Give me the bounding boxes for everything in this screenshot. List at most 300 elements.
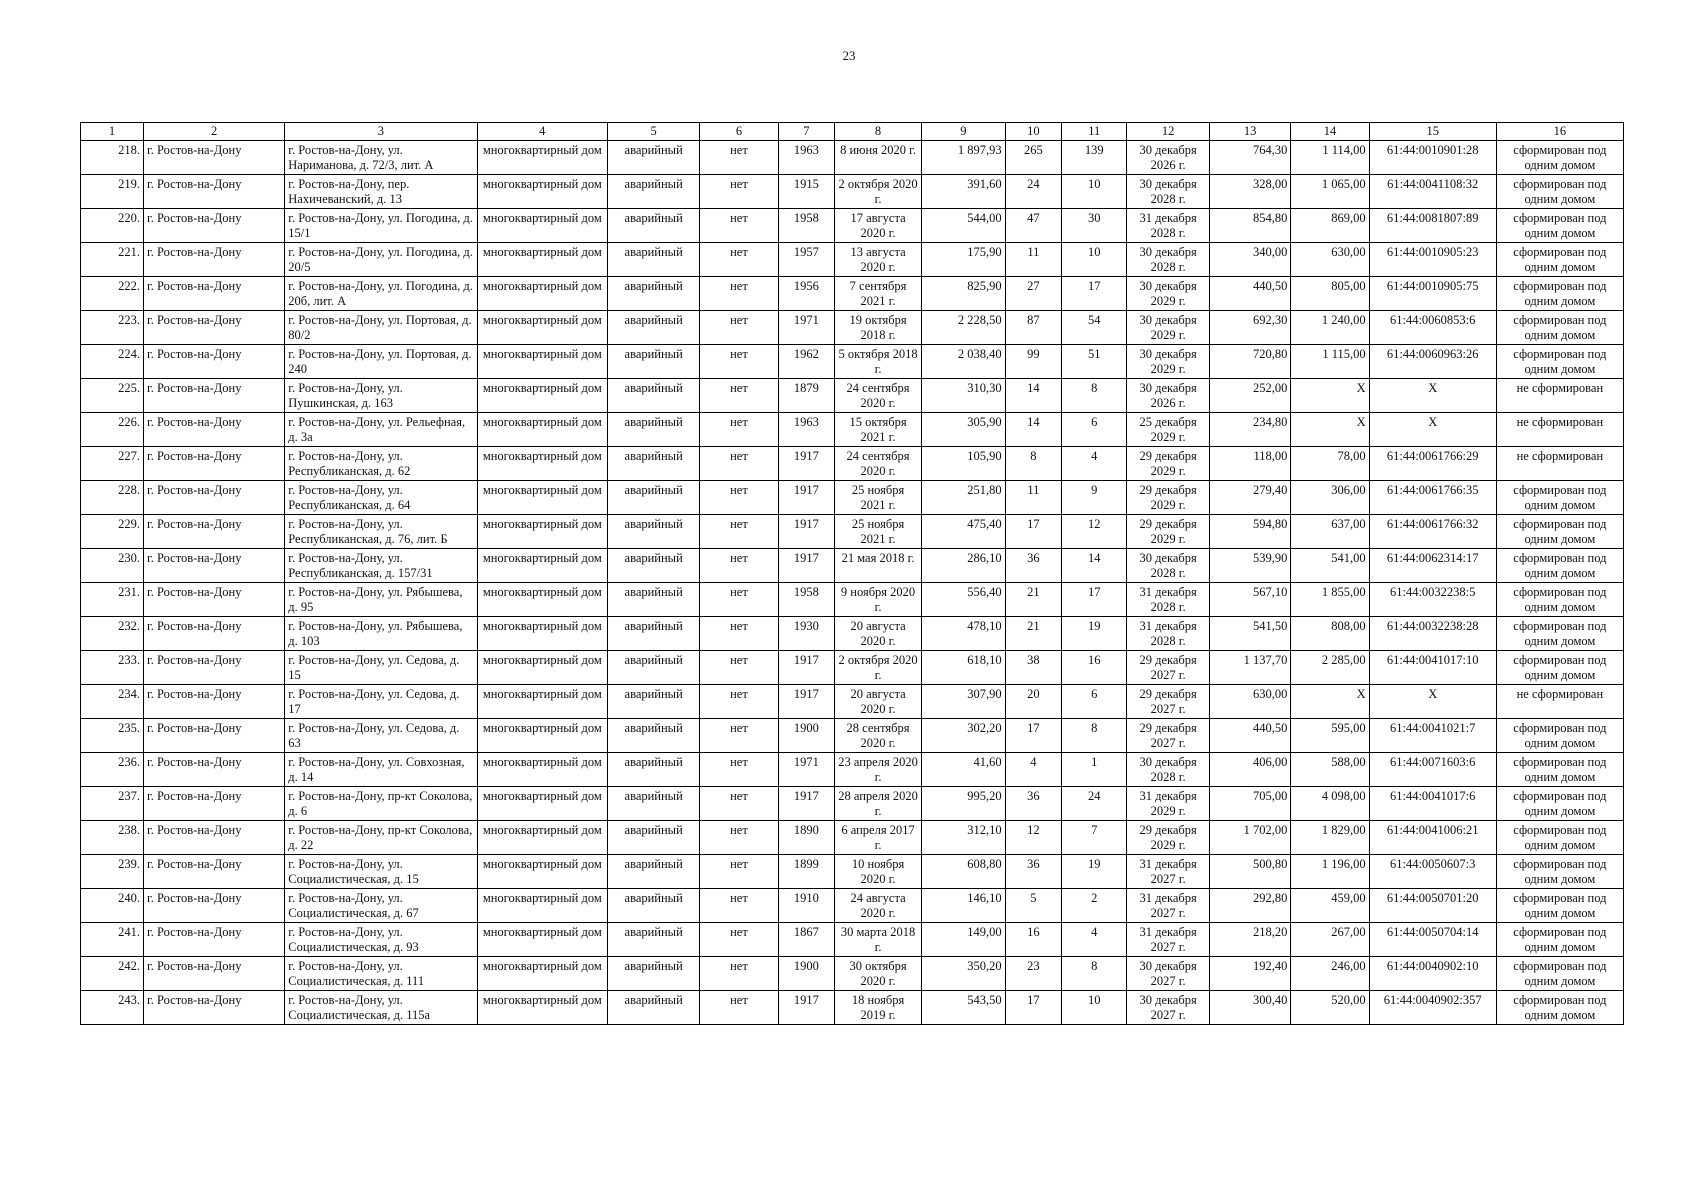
year-built-cell: 1917 bbox=[778, 549, 835, 583]
year-built-cell: 1917 bbox=[778, 481, 835, 515]
plot-area-cell: 1 065,00 bbox=[1291, 175, 1369, 209]
units-cell: 19 bbox=[1062, 855, 1127, 889]
cadastral-number-cell: 61:44:0040902:357 bbox=[1369, 991, 1496, 1025]
table-row bbox=[81, 583, 1624, 617]
area-cell: 995,20 bbox=[922, 787, 1006, 821]
column-number-7: 7 bbox=[778, 123, 835, 141]
recognition-date-cell: 24 сентября 2020 г. bbox=[835, 379, 922, 413]
deadline-cell: 30 декабря 2028 г. bbox=[1127, 549, 1210, 583]
cadastral-number-cell: 61:44:0050701:20 bbox=[1369, 889, 1496, 923]
city-cell: г. Ростов-на-Дону bbox=[144, 311, 285, 345]
table-row bbox=[81, 923, 1624, 957]
land-status-cell: сформирован под одним домом bbox=[1496, 651, 1623, 685]
units-cell: 17 bbox=[1062, 277, 1127, 311]
building-type-cell: многоквартирный дом bbox=[477, 311, 607, 345]
cadastral-number-cell: 61:44:0032238:5 bbox=[1369, 583, 1496, 617]
recognition-date-cell: 9 ноября 2020 г. bbox=[835, 583, 922, 617]
row-number: 222. bbox=[81, 277, 144, 311]
recognition-date-cell: 28 апреля 2020 г. bbox=[835, 787, 922, 821]
residents-cell: 87 bbox=[1005, 311, 1062, 345]
area-cell: 251,80 bbox=[922, 481, 1006, 515]
address-cell: г. Ростов-на-Дону, ул. Портовая, д. 80/2 bbox=[285, 311, 477, 345]
flag-cell: нет bbox=[700, 923, 778, 957]
cadastral-number-cell: 61:44:0081807:89 bbox=[1369, 209, 1496, 243]
land-status-cell: сформирован под одним домом bbox=[1496, 583, 1623, 617]
area-cell: 175,90 bbox=[922, 243, 1006, 277]
units-cell: 17 bbox=[1062, 583, 1127, 617]
year-built-cell: 1917 bbox=[778, 447, 835, 481]
table-row bbox=[81, 379, 1624, 413]
cadastral-number-cell: 61:44:0071603:6 bbox=[1369, 753, 1496, 787]
row-number: 235. bbox=[81, 719, 144, 753]
address-cell: г. Ростов-на-Дону, ул. Седова, д. 63 bbox=[285, 719, 477, 753]
table-row bbox=[81, 413, 1624, 447]
year-built-cell: 1958 bbox=[778, 209, 835, 243]
units-cell: 24 bbox=[1062, 787, 1127, 821]
plot-area-cell: 1 829,00 bbox=[1291, 821, 1369, 855]
area-cell: 312,10 bbox=[922, 821, 1006, 855]
column-number-5: 5 bbox=[607, 123, 699, 141]
deadline-cell: 29 декабря 2029 г. bbox=[1127, 515, 1210, 549]
table-body bbox=[81, 141, 1624, 1025]
condition-cell: аварийный bbox=[607, 481, 699, 515]
address-cell: г. Ростов-на-Дону, ул. Республиканская, д. 157/31 bbox=[285, 549, 477, 583]
plot-area-cell: 805,00 bbox=[1291, 277, 1369, 311]
land-status-cell: сформирован под одним домом bbox=[1496, 889, 1623, 923]
city-cell: г. Ростов-на-Дону bbox=[144, 447, 285, 481]
address-cell: г. Ростов-на-Дону, ул. Рельефная, д. 3а bbox=[285, 413, 477, 447]
residents-cell: 36 bbox=[1005, 549, 1062, 583]
area-cell: 2 228,50 bbox=[922, 311, 1006, 345]
flag-cell: нет bbox=[700, 345, 778, 379]
address-cell: г. Ростов-на-Дону, ул. Социалистическая, д. 67 bbox=[285, 889, 477, 923]
condition-cell: аварийный bbox=[607, 141, 699, 175]
recognition-date-cell: 13 августа 2020 г. bbox=[835, 243, 922, 277]
address-cell: г. Ростов-на-Дону, ул. Портовая, д. 240 bbox=[285, 345, 477, 379]
address-cell: г. Ростов-на-Дону, ул. Погодина, д. 20б, лит. А bbox=[285, 277, 477, 311]
cadastral-number-cell: 61:44:0010905:75 bbox=[1369, 277, 1496, 311]
flag-cell: нет bbox=[700, 651, 778, 685]
recognition-date-cell: 23 апреля 2020 г. bbox=[835, 753, 922, 787]
land-area-cell: 234,80 bbox=[1209, 413, 1290, 447]
row-number: 225. bbox=[81, 379, 144, 413]
year-built-cell: 1910 bbox=[778, 889, 835, 923]
cadastral-number-cell: 61:44:0041017:6 bbox=[1369, 787, 1496, 821]
deadline-cell: 30 декабря 2026 г. bbox=[1127, 379, 1210, 413]
building-type-cell: многоквартирный дом bbox=[477, 141, 607, 175]
cadastral-number-cell: 61:44:0050704:14 bbox=[1369, 923, 1496, 957]
flag-cell: нет bbox=[700, 991, 778, 1025]
year-built-cell: 1962 bbox=[778, 345, 835, 379]
address-cell: г. Ростов-на-Дону, ул. Рябышева, д. 95 bbox=[285, 583, 477, 617]
condition-cell: аварийный bbox=[607, 515, 699, 549]
condition-cell: аварийный bbox=[607, 379, 699, 413]
plot-area-cell: 4 098,00 bbox=[1291, 787, 1369, 821]
plot-area-cell: 520,00 bbox=[1291, 991, 1369, 1025]
address-cell: г. Ростов-на-Дону, ул. Рябышева, д. 103 bbox=[285, 617, 477, 651]
condition-cell: аварийный bbox=[607, 855, 699, 889]
year-built-cell: 1890 bbox=[778, 821, 835, 855]
building-type-cell: многоквартирный дом bbox=[477, 583, 607, 617]
land-status-cell: сформирован под одним домом bbox=[1496, 481, 1623, 515]
cadastral-number-cell: 61:44:0060963:26 bbox=[1369, 345, 1496, 379]
area-cell: 543,50 bbox=[922, 991, 1006, 1025]
land-status-cell: сформирован под одним домом bbox=[1496, 549, 1623, 583]
city-cell: г. Ростов-на-Дону bbox=[144, 209, 285, 243]
deadline-cell: 30 декабря 2029 г. bbox=[1127, 311, 1210, 345]
plot-area-cell: 637,00 bbox=[1291, 515, 1369, 549]
residents-cell: 38 bbox=[1005, 651, 1062, 685]
building-type-cell: многоквартирный дом bbox=[477, 515, 607, 549]
year-built-cell: 1971 bbox=[778, 311, 835, 345]
cadastral-number-cell: 61:44:0010901:28 bbox=[1369, 141, 1496, 175]
column-number-11: 11 bbox=[1062, 123, 1127, 141]
table-row bbox=[81, 175, 1624, 209]
deadline-cell: 29 декабря 2027 г. bbox=[1127, 651, 1210, 685]
units-cell: 19 bbox=[1062, 617, 1127, 651]
condition-cell: аварийный bbox=[607, 889, 699, 923]
area-cell: 608,80 bbox=[922, 855, 1006, 889]
land-status-cell: сформирован под одним домом bbox=[1496, 991, 1623, 1025]
condition-cell: аварийный bbox=[607, 719, 699, 753]
plot-area-cell: Х bbox=[1291, 379, 1369, 413]
address-cell: г. Ростов-на-Дону, ул. Республиканская, д. 64 bbox=[285, 481, 477, 515]
address-cell: г. Ростов-на-Дону, ул. Седова, д. 15 bbox=[285, 651, 477, 685]
land-status-cell: не сформирован bbox=[1496, 685, 1623, 719]
cadastral-number-cell: 61:44:0041108:32 bbox=[1369, 175, 1496, 209]
plot-area-cell: Х bbox=[1291, 685, 1369, 719]
plot-area-cell: 630,00 bbox=[1291, 243, 1369, 277]
units-cell: 8 bbox=[1062, 957, 1127, 991]
deadline-cell: 31 декабря 2029 г. bbox=[1127, 787, 1210, 821]
year-built-cell: 1917 bbox=[778, 991, 835, 1025]
recognition-date-cell: 18 ноября 2019 г. bbox=[835, 991, 922, 1025]
residents-cell: 24 bbox=[1005, 175, 1062, 209]
flag-cell: нет bbox=[700, 753, 778, 787]
cadastral-number-cell: 61:44:0032238:28 bbox=[1369, 617, 1496, 651]
building-type-cell: многоквартирный дом bbox=[477, 175, 607, 209]
land-area-cell: 252,00 bbox=[1209, 379, 1290, 413]
flag-cell: нет bbox=[700, 685, 778, 719]
units-cell: 10 bbox=[1062, 243, 1127, 277]
building-type-cell: многоквартирный дом bbox=[477, 481, 607, 515]
land-area-cell: 300,40 bbox=[1209, 991, 1290, 1025]
address-cell: г. Ростов-на-Дону, пер. Нахичеванский, д. 13 bbox=[285, 175, 477, 209]
table-row bbox=[81, 311, 1624, 345]
address-cell: г. Ростов-на-Дону, ул. Социалистическая, д. 15 bbox=[285, 855, 477, 889]
city-cell: г. Ростов-на-Дону bbox=[144, 583, 285, 617]
residents-cell: 5 bbox=[1005, 889, 1062, 923]
residents-cell: 27 bbox=[1005, 277, 1062, 311]
area-cell: 475,40 bbox=[922, 515, 1006, 549]
land-area-cell: 328,00 bbox=[1209, 175, 1290, 209]
plot-area-cell: 808,00 bbox=[1291, 617, 1369, 651]
land-area-cell: 539,90 bbox=[1209, 549, 1290, 583]
year-built-cell: 1917 bbox=[778, 515, 835, 549]
city-cell: г. Ростов-на-Дону bbox=[144, 515, 285, 549]
column-number-12: 12 bbox=[1127, 123, 1210, 141]
recognition-date-cell: 28 сентября 2020 г. bbox=[835, 719, 922, 753]
plot-area-cell: 306,00 bbox=[1291, 481, 1369, 515]
flag-cell: нет bbox=[700, 413, 778, 447]
address-cell: г. Ростов-на-Дону, ул. Социалистическая, д. 111 bbox=[285, 957, 477, 991]
city-cell: г. Ростов-на-Дону bbox=[144, 481, 285, 515]
recognition-date-cell: 30 октября 2020 г. bbox=[835, 957, 922, 991]
deadline-cell: 29 декабря 2029 г. bbox=[1127, 447, 1210, 481]
residents-cell: 14 bbox=[1005, 413, 1062, 447]
plot-area-cell: 1 196,00 bbox=[1291, 855, 1369, 889]
column-number-row bbox=[81, 123, 1624, 141]
residents-cell: 21 bbox=[1005, 617, 1062, 651]
column-number-6: 6 bbox=[700, 123, 778, 141]
row-number: 237. bbox=[81, 787, 144, 821]
row-number: 228. bbox=[81, 481, 144, 515]
plot-area-cell: 869,00 bbox=[1291, 209, 1369, 243]
column-number-9: 9 bbox=[922, 123, 1006, 141]
flag-cell: нет bbox=[700, 141, 778, 175]
condition-cell: аварийный bbox=[607, 277, 699, 311]
deadline-cell: 31 декабря 2028 г. bbox=[1127, 209, 1210, 243]
building-type-cell: многоквартирный дом bbox=[477, 413, 607, 447]
city-cell: г. Ростов-на-Дону bbox=[144, 889, 285, 923]
cadastral-number-cell: 61:44:0040902:10 bbox=[1369, 957, 1496, 991]
units-cell: 8 bbox=[1062, 719, 1127, 753]
column-number-13: 13 bbox=[1209, 123, 1290, 141]
land-area-cell: 567,10 bbox=[1209, 583, 1290, 617]
table-row bbox=[81, 141, 1624, 175]
city-cell: г. Ростов-на-Дону bbox=[144, 923, 285, 957]
row-number: 223. bbox=[81, 311, 144, 345]
residents-cell: 47 bbox=[1005, 209, 1062, 243]
flag-cell: нет bbox=[700, 243, 778, 277]
address-cell: г. Ростов-на-Дону, ул. Республиканская, д. 62 bbox=[285, 447, 477, 481]
residents-cell: 16 bbox=[1005, 923, 1062, 957]
building-type-cell: многоквартирный дом bbox=[477, 923, 607, 957]
residents-cell: 17 bbox=[1005, 719, 1062, 753]
area-cell: 305,90 bbox=[922, 413, 1006, 447]
deadline-cell: 30 декабря 2028 г. bbox=[1127, 175, 1210, 209]
area-cell: 2 038,40 bbox=[922, 345, 1006, 379]
residents-cell: 21 bbox=[1005, 583, 1062, 617]
land-status-cell: сформирован под одним домом bbox=[1496, 617, 1623, 651]
year-built-cell: 1917 bbox=[778, 787, 835, 821]
cadastral-number-cell: 61:44:0060853:6 bbox=[1369, 311, 1496, 345]
address-cell: г. Ростов-на-Дону, пр-кт Соколова, д. 22 bbox=[285, 821, 477, 855]
condition-cell: аварийный bbox=[607, 311, 699, 345]
plot-area-cell: 78,00 bbox=[1291, 447, 1369, 481]
table-row bbox=[81, 991, 1624, 1025]
table-row bbox=[81, 481, 1624, 515]
building-type-cell: многоквартирный дом bbox=[477, 787, 607, 821]
recognition-date-cell: 2 октября 2020 г. bbox=[835, 175, 922, 209]
row-number: 224. bbox=[81, 345, 144, 379]
table-row bbox=[81, 957, 1624, 991]
table-row bbox=[81, 651, 1624, 685]
deadline-cell: 31 декабря 2028 г. bbox=[1127, 617, 1210, 651]
deadline-cell: 30 декабря 2029 г. bbox=[1127, 277, 1210, 311]
recognition-date-cell: 8 июня 2020 г. bbox=[835, 141, 922, 175]
land-status-cell: сформирован под одним домом bbox=[1496, 345, 1623, 379]
condition-cell: аварийный bbox=[607, 651, 699, 685]
plot-area-cell: 246,00 bbox=[1291, 957, 1369, 991]
flag-cell: нет bbox=[700, 617, 778, 651]
residents-cell: 265 bbox=[1005, 141, 1062, 175]
city-cell: г. Ростов-на-Дону bbox=[144, 651, 285, 685]
year-built-cell: 1900 bbox=[778, 719, 835, 753]
recognition-date-cell: 25 ноября 2021 г. bbox=[835, 481, 922, 515]
deadline-cell: 30 декабря 2028 г. bbox=[1127, 753, 1210, 787]
land-area-cell: 192,40 bbox=[1209, 957, 1290, 991]
condition-cell: аварийный bbox=[607, 957, 699, 991]
building-type-cell: многоквартирный дом bbox=[477, 651, 607, 685]
city-cell: г. Ростов-на-Дону bbox=[144, 175, 285, 209]
recognition-date-cell: 10 ноября 2020 г. bbox=[835, 855, 922, 889]
table-row bbox=[81, 345, 1624, 379]
city-cell: г. Ростов-на-Дону bbox=[144, 753, 285, 787]
city-cell: г. Ростов-на-Дону bbox=[144, 821, 285, 855]
deadline-cell: 29 декабря 2027 г. bbox=[1127, 719, 1210, 753]
row-number: 226. bbox=[81, 413, 144, 447]
row-number: 220. bbox=[81, 209, 144, 243]
plot-area-cell: 1 115,00 bbox=[1291, 345, 1369, 379]
row-number: 218. bbox=[81, 141, 144, 175]
row-number: 240. bbox=[81, 889, 144, 923]
building-type-cell: многоквартирный дом bbox=[477, 719, 607, 753]
plot-area-cell: 267,00 bbox=[1291, 923, 1369, 957]
table-row bbox=[81, 855, 1624, 889]
year-built-cell: 1917 bbox=[778, 685, 835, 719]
land-area-cell: 764,30 bbox=[1209, 141, 1290, 175]
area-cell: 556,40 bbox=[922, 583, 1006, 617]
address-cell: г. Ростов-на-Дону, ул. Совхозная, д. 14 bbox=[285, 753, 477, 787]
row-number: 230. bbox=[81, 549, 144, 583]
recognition-date-cell: 21 мая 2018 г. bbox=[835, 549, 922, 583]
units-cell: 16 bbox=[1062, 651, 1127, 685]
row-number: 219. bbox=[81, 175, 144, 209]
deadline-cell: 31 декабря 2027 г. bbox=[1127, 923, 1210, 957]
cadastral-number-cell: 61:44:0050607:3 bbox=[1369, 855, 1496, 889]
city-cell: г. Ростов-на-Дону bbox=[144, 719, 285, 753]
address-cell: г. Ростов-на-Дону, ул. Республиканская, д. 76, лит. Б bbox=[285, 515, 477, 549]
recognition-date-cell: 30 марта 2018 г. bbox=[835, 923, 922, 957]
building-type-cell: многоквартирный дом bbox=[477, 447, 607, 481]
residents-cell: 12 bbox=[1005, 821, 1062, 855]
building-type-cell: многоквартирный дом bbox=[477, 345, 607, 379]
land-area-cell: 279,40 bbox=[1209, 481, 1290, 515]
year-built-cell: 1956 bbox=[778, 277, 835, 311]
residents-cell: 17 bbox=[1005, 991, 1062, 1025]
city-cell: г. Ростов-на-Дону bbox=[144, 243, 285, 277]
address-cell: г. Ростов-на-Дону, ул. Социалистическая, д. 115а bbox=[285, 991, 477, 1025]
address-cell: г. Ростов-на-Дону, ул. Погодина, д. 20/5 bbox=[285, 243, 477, 277]
land-area-cell: 440,50 bbox=[1209, 277, 1290, 311]
city-cell: г. Ростов-на-Дону bbox=[144, 345, 285, 379]
land-status-cell: не сформирован bbox=[1496, 379, 1623, 413]
area-cell: 350,20 bbox=[922, 957, 1006, 991]
condition-cell: аварийный bbox=[607, 923, 699, 957]
flag-cell: нет bbox=[700, 481, 778, 515]
units-cell: 6 bbox=[1062, 685, 1127, 719]
recognition-date-cell: 24 сентября 2020 г. bbox=[835, 447, 922, 481]
building-type-cell: многоквартирный дом bbox=[477, 549, 607, 583]
land-status-cell: сформирован под одним домом bbox=[1496, 277, 1623, 311]
flag-cell: нет bbox=[700, 719, 778, 753]
area-cell: 391,60 bbox=[922, 175, 1006, 209]
row-number: 227. bbox=[81, 447, 144, 481]
deadline-cell: 31 декабря 2027 г. bbox=[1127, 889, 1210, 923]
building-type-cell: многоквартирный дом bbox=[477, 617, 607, 651]
area-cell: 310,30 bbox=[922, 379, 1006, 413]
flag-cell: нет bbox=[700, 957, 778, 991]
plot-area-cell: 459,00 bbox=[1291, 889, 1369, 923]
city-cell: г. Ростов-на-Дону bbox=[144, 991, 285, 1025]
cadastral-number-cell: 61:44:0061766:29 bbox=[1369, 447, 1496, 481]
flag-cell: нет bbox=[700, 379, 778, 413]
land-area-cell: 705,00 bbox=[1209, 787, 1290, 821]
cadastral-number-cell: 61:44:0061766:35 bbox=[1369, 481, 1496, 515]
deadline-cell: 29 декабря 2027 г. bbox=[1127, 685, 1210, 719]
address-cell: г. Ростов-на-Дону, ул. Седова, д. 17 bbox=[285, 685, 477, 719]
city-cell: г. Ростов-на-Дону bbox=[144, 277, 285, 311]
units-cell: 9 bbox=[1062, 481, 1127, 515]
area-cell: 302,20 bbox=[922, 719, 1006, 753]
land-status-cell: сформирован под одним домом bbox=[1496, 175, 1623, 209]
city-cell: г. Ростов-на-Дону bbox=[144, 379, 285, 413]
flag-cell: нет bbox=[700, 821, 778, 855]
residents-cell: 20 bbox=[1005, 685, 1062, 719]
area-cell: 618,10 bbox=[922, 651, 1006, 685]
row-number: 229. bbox=[81, 515, 144, 549]
land-status-cell: сформирован под одним домом bbox=[1496, 209, 1623, 243]
city-cell: г. Ростов-на-Дону bbox=[144, 617, 285, 651]
residents-cell: 4 bbox=[1005, 753, 1062, 787]
row-number: 239. bbox=[81, 855, 144, 889]
year-built-cell: 1963 bbox=[778, 413, 835, 447]
area-cell: 286,10 bbox=[922, 549, 1006, 583]
land-area-cell: 500,80 bbox=[1209, 855, 1290, 889]
table-row bbox=[81, 889, 1624, 923]
land-area-cell: 440,50 bbox=[1209, 719, 1290, 753]
units-cell: 30 bbox=[1062, 209, 1127, 243]
residents-cell: 14 bbox=[1005, 379, 1062, 413]
land-area-cell: 594,80 bbox=[1209, 515, 1290, 549]
plot-area-cell: 1 114,00 bbox=[1291, 141, 1369, 175]
recognition-date-cell: 5 октября 2018 г. bbox=[835, 345, 922, 379]
cadastral-number-cell: 61:44:0062314:17 bbox=[1369, 549, 1496, 583]
row-number: 231. bbox=[81, 583, 144, 617]
condition-cell: аварийный bbox=[607, 209, 699, 243]
flag-cell: нет bbox=[700, 787, 778, 821]
land-status-cell: не сформирован bbox=[1496, 413, 1623, 447]
row-number: 236. bbox=[81, 753, 144, 787]
year-built-cell: 1957 bbox=[778, 243, 835, 277]
residents-cell: 23 bbox=[1005, 957, 1062, 991]
recognition-date-cell: 24 августа 2020 г. bbox=[835, 889, 922, 923]
column-number-16: 16 bbox=[1496, 123, 1623, 141]
units-cell: 4 bbox=[1062, 447, 1127, 481]
cadastral-number-cell: Х bbox=[1369, 379, 1496, 413]
residents-cell: 11 bbox=[1005, 243, 1062, 277]
table-row bbox=[81, 243, 1624, 277]
recognition-date-cell: 6 апреля 2017 г. bbox=[835, 821, 922, 855]
land-status-cell: сформирован под одним домом bbox=[1496, 787, 1623, 821]
building-type-cell: многоквартирный дом bbox=[477, 855, 607, 889]
deadline-cell: 29 декабря 2029 г. bbox=[1127, 481, 1210, 515]
residents-cell: 36 bbox=[1005, 855, 1062, 889]
land-status-cell: сформирован под одним домом bbox=[1496, 821, 1623, 855]
land-area-cell: 854,80 bbox=[1209, 209, 1290, 243]
land-area-cell: 630,00 bbox=[1209, 685, 1290, 719]
